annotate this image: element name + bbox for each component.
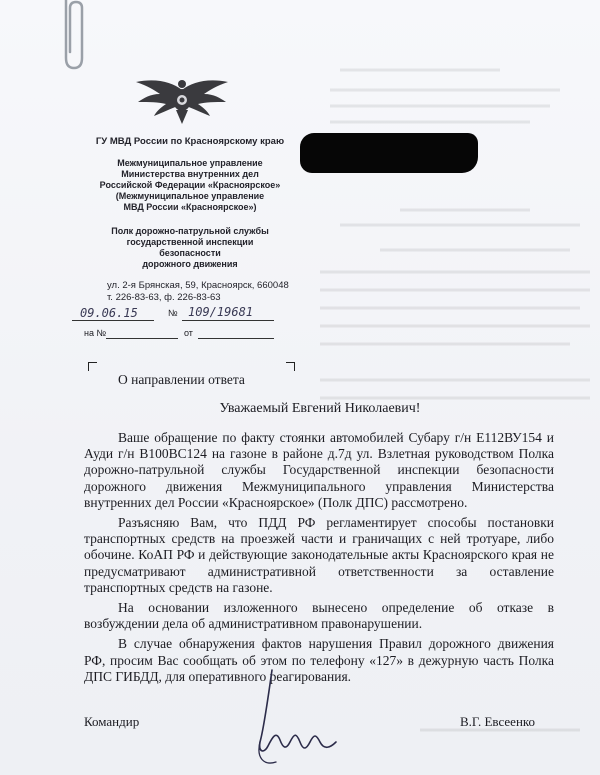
unit-line: Полк дорожно-патрульной службы	[111, 226, 269, 236]
letter-body	[84, 430, 554, 689]
registration-date: 09.06.15	[80, 306, 138, 320]
registration-block	[72, 305, 302, 348]
body-paragraph: Разъясняю Вам, что ПДД РФ регламентирует способы постановки транспортных средств на проезжей части и граничащих с ней тротуаре, либо обочине. КоАП РФ и действующие законодательные акты Красноярского края не предусматривают административной ответственности за оставление транспортных средств на газоне.	[84, 515, 554, 595]
greeting: Уважаемый Евгений Николаевич!	[219, 401, 421, 416]
date-underline	[72, 320, 154, 321]
agency-name: ГУ МВД России по Красноярскому краю	[95, 136, 285, 147]
registration-number: 109/19681	[188, 305, 254, 319]
subject-corner-mark	[88, 362, 97, 371]
reference-date-underline	[198, 338, 274, 339]
subject-corner-mark	[286, 362, 295, 371]
paper-clip-icon	[52, 0, 92, 72]
mvd-eagle-emblem-icon	[132, 72, 232, 126]
unit-line: дорожного движения	[142, 259, 238, 269]
department-line: (Межмуниципальное управление	[115, 191, 265, 201]
department-line: МВД России «Красноярское»)	[123, 202, 257, 212]
signer-name: В.Г. Евсеенко	[460, 714, 536, 729]
department-line: Российской Федерации «Красноярское»	[99, 180, 281, 190]
subject-line: О направлении ответа	[118, 372, 245, 387]
reference-prefix: на №	[84, 328, 107, 338]
handwritten-signature	[250, 668, 360, 768]
body-paragraph: Ваше обращение по факту стоянки автомобилей Субару г/н Е112ВУ154 и Ауди г/н В100ВС124 на газоне в районе д.7д ул. Взлетная руководством Полка дорожно-патрульной службы Государственной инспекции безопасности дорожного движения Межмуниципального управления Министерства внутренних дел России «Красноярское» (Полк ДПС) рассмотрено.	[84, 430, 554, 510]
number-underline	[182, 320, 274, 321]
department-line: Межмуниципальное управление	[117, 158, 263, 168]
number-sign: №	[168, 308, 178, 318]
body-paragraph: На основании изложенного вынесено определение об отказе в возбуждении дела об административном правонарушении.	[84, 600, 554, 632]
reference-from-label: от	[184, 328, 193, 338]
unit-line: безопасности	[159, 248, 221, 258]
phone-fax-line: т. 226-83-63, ф. 226-83-63	[107, 292, 221, 303]
address-line: ул. 2-я Брянская, 59, Красноярск, 660048	[107, 280, 289, 291]
address-block	[107, 280, 289, 304]
department-line: Министерства внутренних дел	[121, 169, 259, 179]
unit-line: государственной инспекции	[126, 237, 254, 247]
body-paragraph: В случае обнаружения фактов нарушения Правил дорожного движения РФ, просим Вас сообщать об этом по телефону «127» в дежурную часть Полка ДПС ГИБДД, для оперативного реагирования.	[84, 636, 554, 684]
reference-underline	[106, 338, 178, 339]
redaction-block	[300, 133, 478, 173]
signer-title: Командир	[84, 714, 140, 729]
